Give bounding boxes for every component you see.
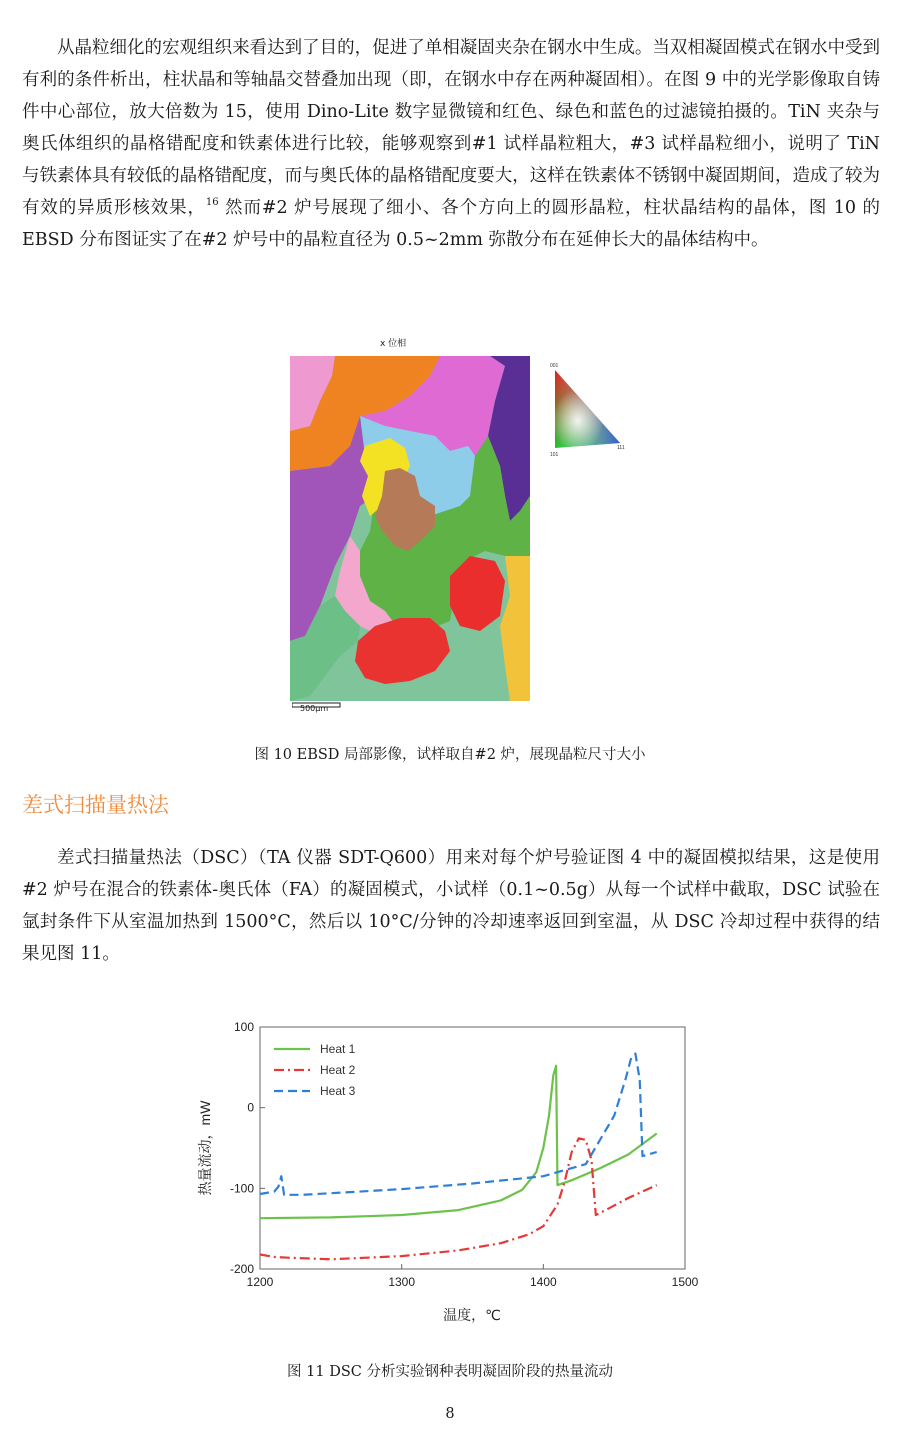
figure-11-caption: 图 11 DSC 分析实验钢种表明凝固阶段的热量流动 bbox=[287, 1364, 613, 1380]
x-tick-label: 1500 bbox=[671, 1275, 699, 1289]
reference-superscript: 16 bbox=[205, 197, 219, 208]
ipf-label-001: 001 bbox=[550, 363, 559, 369]
ebsd-map-title: x 位相 bbox=[380, 339, 407, 349]
x-tick-label: 1200 bbox=[246, 1275, 274, 1289]
page-number: 8 bbox=[445, 1406, 455, 1422]
dsc-line-chart bbox=[190, 1015, 720, 1345]
ipf-label-101: 101 bbox=[550, 452, 559, 458]
x-axis-label: 温度，℃ bbox=[443, 1307, 501, 1323]
scale-bar-label: 500μm bbox=[300, 704, 329, 713]
body-paragraph-2: 差式扫描量热法（DSC）（TA 仪器 SDT-Q600）用来对每个炉号验证图 4 中的凝固模拟结果，这是使用#2 炉号在混合的铁素体-奥氏体（FA）的凝固模式，小试样（0.1~0.5g）从每一个试样中截取，DSC 试验在氩封条件下从室温加热到 1500°C，然后以 10°C/分钟的冷却速率返回到室温，从 DSC 冷却过程中获得的结果见图 11。 bbox=[22, 848, 880, 964]
figure-10-caption: 图 10 EBSD 局部影像，试样取自#2 炉，展现晶粒尺寸大小 bbox=[254, 747, 646, 763]
ipf-label-111: 111 bbox=[617, 445, 625, 451]
legend-label-2: Heat 2 bbox=[320, 1063, 356, 1077]
legend-label-3: Heat 3 bbox=[320, 1084, 356, 1098]
y-tick-label: -100 bbox=[229, 1181, 254, 1196]
x-axis-ticks bbox=[247, 1264, 699, 1289]
y-tick-label: -200 bbox=[229, 1262, 254, 1276]
chart-legend bbox=[274, 1042, 356, 1098]
y-tick-label: 100 bbox=[233, 1020, 254, 1034]
paragraph-1-text: 从晶粒细化的宏观组织来看达到了目的，促进了单相凝固夹杂在钢水中生成。当双相凝固模式在钢水中受到有利的条件析出，柱状晶和等轴晶交替叠加出现（即，在钢水中存在两种凝固相）。在图 9 中的光学影像取自铸件中心部位，放大倍数为 15，使用 Dino-Lite 数字显微镜和红色、绿色和蓝色的过滤镜拍摄的。TiN 夹杂与奥氏体组织的晶格错配度和铁素体进行比较，能够观察到#1 试样晶粒粗大，#3 试样晶粒细小，说明了 TiN 与铁素体具有较低的晶格错配度，而与奥氏体的晶格错配度要大，这样在铁素体不锈钢中凝固期间，造成了较为有效的异质形核效果， bbox=[22, 38, 880, 218]
ipf-color-key bbox=[545, 355, 635, 465]
x-tick-label: 1300 bbox=[388, 1275, 416, 1289]
x-tick-label: 1400 bbox=[529, 1275, 557, 1289]
paragraph-1-continuation: 然而#2 炉号展现了细小、各个方向上的圆形晶粒，柱状晶结构的晶体，图 10 的 EBSD 分布图证实了在#2 炉号中的晶粒直径为 0.5~2mm 弥散分布在延伸长大的晶体结构中。 bbox=[22, 198, 880, 250]
y-tick-label: 0 bbox=[247, 1100, 254, 1115]
y-axis-label: 热量流动，mW bbox=[197, 1100, 213, 1196]
legend-label-1: Heat 1 bbox=[320, 1042, 356, 1056]
body-paragraph-1 bbox=[22, 32, 880, 256]
series-line-2 bbox=[260, 1138, 657, 1259]
ebsd-grain-map bbox=[290, 356, 530, 701]
section-heading: 差式扫描量热法 bbox=[22, 793, 169, 817]
